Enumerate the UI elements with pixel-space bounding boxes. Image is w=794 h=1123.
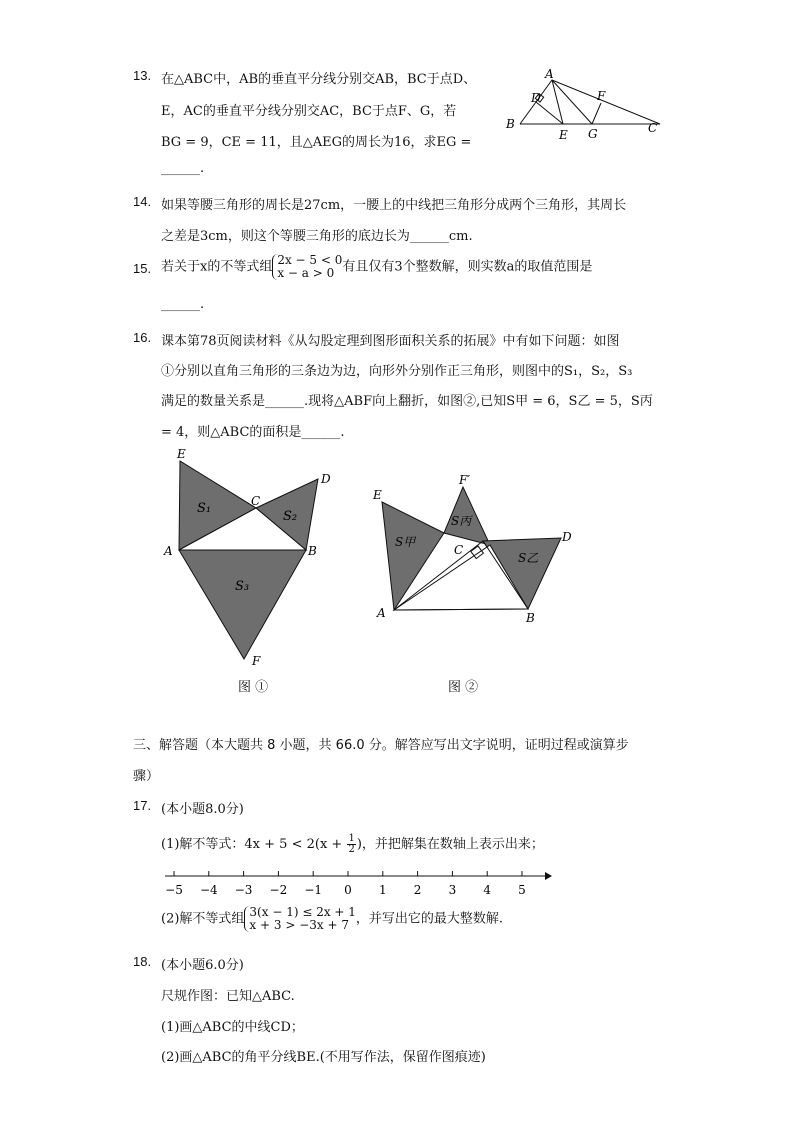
q15-line1 [161, 254, 592, 280]
q18-line2: (1)画△ABC的中线CD； [161, 1020, 304, 1035]
fig2-label-syi: S乙 [518, 551, 539, 565]
q16-line4: = 4，则△ABC的面积是______. [161, 425, 345, 440]
q13-label-f: F [597, 89, 606, 103]
fig1-label-s1: S₁ [197, 501, 212, 516]
q13-label-c: C [648, 121, 658, 135]
fig1-label-c: C [251, 494, 261, 508]
q13-line2: E，AC的垂直平分线分别交AC，BC于点F、G，若 [161, 104, 457, 119]
fig1-label-e: E [177, 447, 186, 461]
q13-line1: 在△ABC中，AB的垂直平分线分别交AB，BC于点D、 [161, 72, 477, 87]
q16-figure2 [365, 470, 585, 630]
q15-sys1: 2x − 5 < 0 [277, 253, 343, 267]
fig1-label-b: B [308, 544, 317, 558]
q13-label-b: B [506, 117, 515, 131]
q17-system [244, 906, 356, 932]
fig1-label-a: A [164, 544, 173, 558]
q13-figure [500, 66, 670, 146]
q17-part2 [161, 906, 503, 932]
q17-frac-den: 2 [348, 844, 355, 855]
fig2-label-c: C [454, 543, 464, 557]
axis-tick-label: −1 [304, 883, 323, 897]
q17-frac-num: 1 [348, 833, 355, 844]
fig1-caption: 图 ① [238, 680, 269, 695]
axis-tick-label: 2 [413, 883, 422, 897]
q17-number-line [160, 866, 555, 898]
axis-tick-label: −5 [165, 883, 183, 897]
q15-sys2: x − a > 0 [277, 266, 335, 280]
q17-part2-pre: (2)解不等式组 [161, 911, 245, 927]
fig2-label-sbing: S丙 [451, 514, 472, 528]
q14-line1: 如果等腰三角形的周长是27cm，一腰上的中线把三角形分成两个三角形，其周长 [161, 198, 627, 213]
q18-points: (本小题6.0分) [161, 958, 244, 973]
q18-line1: 尺规作图：已知△ABC. [161, 989, 295, 1004]
q13-line4: ______. [161, 161, 205, 176]
q15-line2: ______. [161, 297, 205, 312]
q17-sys1: 3(x − 1) ≤ 2x + 1 [249, 905, 356, 919]
q16-figure1 [160, 445, 340, 695]
q14-line2: 之差是3cm，则这个等腰三角形的底边长为______cm. [161, 229, 473, 244]
section3-heading-line1: 三、解答题（本大题共 8 小题，共 66.0 分。解答应写出文字说明，证明过程或演算步 [133, 738, 629, 753]
fig2-label-e: E [373, 488, 382, 502]
axis-tick-label: 3 [448, 883, 457, 897]
q13-number: 13. [133, 68, 152, 83]
q18-line3: (2)画△ABC的角平分线BE.(不用写作法，保留作图痕迹) [161, 1050, 486, 1065]
q13-label-a: A [545, 67, 554, 81]
q13-label-d: D [531, 91, 541, 105]
q17-part1-pre: (1)解不等式：4x + 5 < 2(x + [161, 837, 347, 852]
q13-line3: BG = 9，CE = 11，且△AEG的周长为16，求EG = [161, 135, 472, 150]
axis-tick-label: −4 [199, 883, 218, 897]
q15-post: 有且仅有3个整数解，则实数a的取值范围是 [342, 259, 593, 275]
q14-number: 14. [133, 194, 152, 209]
fig2-label-b: B [526, 611, 535, 625]
q17-points: (本小题8.0分) [161, 802, 244, 817]
q18-number: 18. [133, 954, 152, 969]
fig2-caption: 图 ② [448, 680, 479, 695]
q17-fraction [347, 834, 355, 855]
q16-line1: 课本第78页阅读材料《从勾股定理到图形面积关系的拓展》中有如下问题：如图 [161, 334, 620, 349]
q16-line3: 满足的数量关系是______.现将△ABF向上翻折，如图②,已知S甲 = 6，S乙 = 5，S丙 [161, 394, 653, 409]
axis-tick-label: 4 [483, 883, 492, 897]
fig2-label-sjia: S甲 [395, 535, 416, 549]
section3-heading-line2: 骤） [133, 769, 160, 784]
fig1-label-f: F [252, 654, 261, 668]
q16-number: 16. [133, 330, 152, 345]
fig2-label-d: D [562, 530, 572, 544]
q17-number: 17. [133, 798, 152, 813]
q16-line2: ①分别以直角三角形的三条边为边，向形外分别作正三角形，则图中的S₁，S₂，S₃ [161, 364, 633, 379]
q13-label-g: G [588, 127, 598, 141]
fig2-label-f: F′ [459, 473, 471, 487]
fig1-label-s3: S₃ [235, 579, 250, 594]
fig1-label-s2: S₂ [283, 509, 298, 524]
axis-tick-label: 1 [378, 883, 387, 897]
q15-number: 15. [133, 261, 152, 276]
fig2-label-a: A [377, 606, 386, 620]
axis-tick-label: −2 [269, 883, 288, 897]
q15-system [272, 254, 342, 280]
axis-tick-label: 5 [518, 883, 526, 897]
q13-label-e: E [559, 128, 568, 142]
axis-tick-label: −3 [234, 883, 253, 897]
q15-pre: 若关于x的不等式组 [161, 259, 273, 275]
fig1-label-d: D [321, 472, 331, 486]
q17-part2-post: ，并写出它的最大整数解. [355, 911, 504, 927]
axis-tick-label: 0 [344, 883, 352, 897]
q17-part1 [161, 833, 544, 855]
q17-part1-post: )，并把解集在数轴上表示出来； [356, 837, 544, 852]
q17-sys2: x + 3 > −3x + 7 [249, 918, 349, 932]
